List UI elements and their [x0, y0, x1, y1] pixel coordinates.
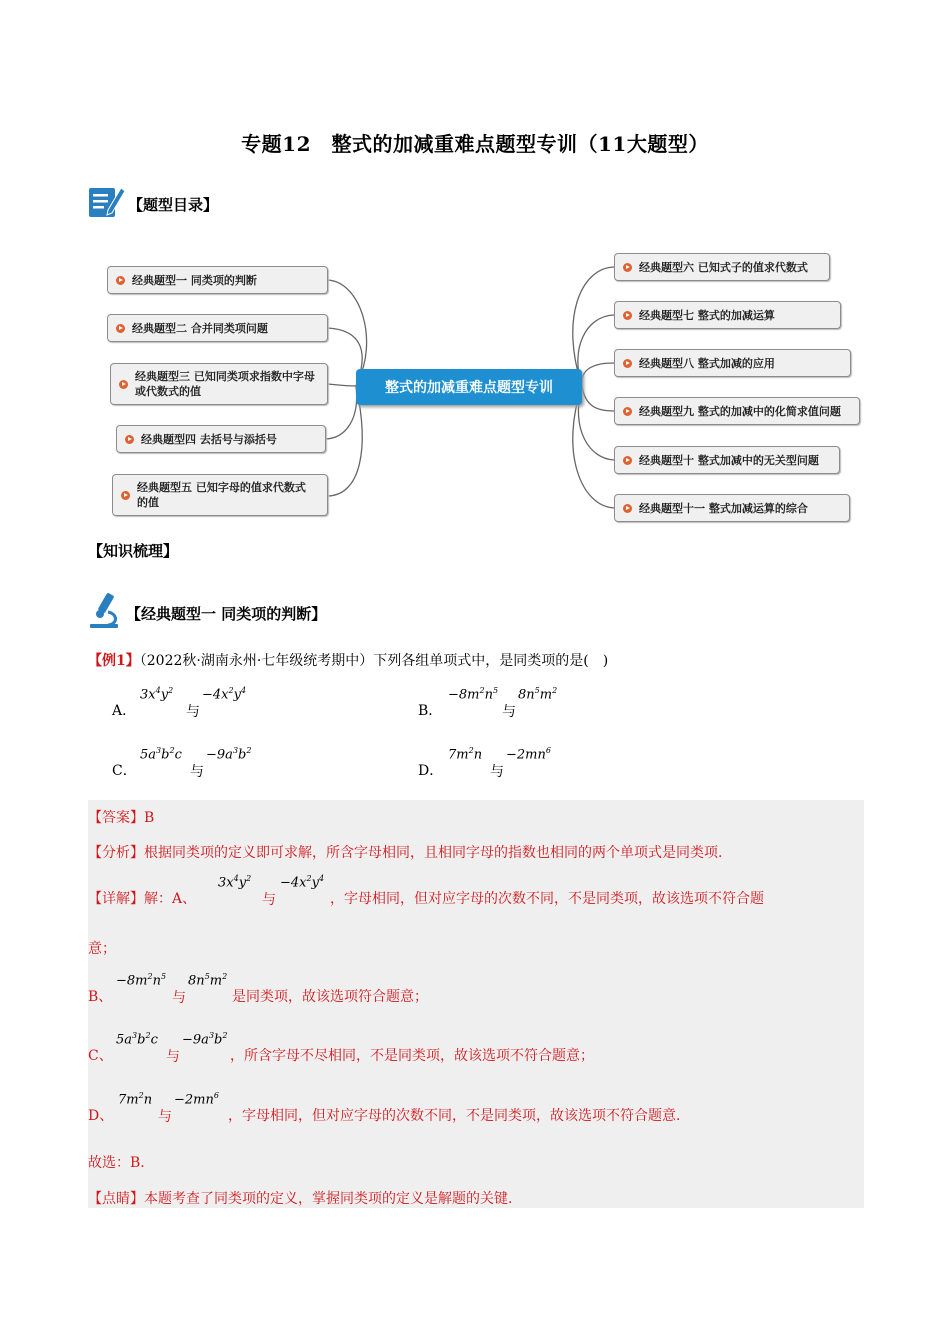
option-b-term1: $-8m^2n^5$ — [448, 686, 499, 703]
play-icon — [623, 504, 632, 513]
option-b-label: B． — [418, 703, 443, 719]
detail-a-line: 【详解】解：A、 — [88, 891, 197, 907]
microscope-icon — [86, 590, 124, 630]
page-title: 专题12 整式的加减重难点题型专训（11大题型） — [241, 132, 709, 156]
detail-b-term2: $8n^5m^2$ — [188, 972, 228, 989]
option-c-term2: $-9a^3b^2$ — [206, 746, 252, 763]
play-icon — [116, 276, 125, 285]
mindmap-node-right-9: 经典题型九 整式的加减中的化简求值问题 — [614, 397, 860, 425]
mindmap-node-right-11: 经典题型十一 整式加减运算的综合 — [614, 494, 850, 522]
knowledge-heading: 【知识梳理】 — [88, 542, 179, 560]
option-a-label: A． — [112, 703, 137, 719]
detail-c-term1: $5a^3b^2c$ — [116, 1031, 158, 1048]
detail-c-term2: $-9a^3b^2$ — [182, 1031, 228, 1048]
play-icon — [623, 359, 632, 368]
play-icon — [119, 380, 128, 389]
mindmap-node-left-2: 经典题型二 合并同类项问题 — [107, 314, 328, 342]
detail-a-term1: $3x^4y^2$ — [218, 874, 252, 891]
mindmap-center: 整式的加减重难点题型专训 — [356, 369, 582, 405]
option-b-with: 与 — [502, 704, 516, 720]
detail-a-term2: $-4x^2y^4$ — [280, 874, 325, 891]
play-icon — [116, 324, 125, 333]
option-a-term1: $3x^4y^2$ — [140, 686, 174, 703]
mindmap-node-left-5: 经典题型五 已知字母的值求代数式的值 — [112, 474, 328, 516]
mindmap-node-left-1: 经典题型一 同类项的判断 — [107, 266, 328, 294]
option-b-term2: $8n^5m^2$ — [518, 686, 558, 703]
detail-b-text: 是同类项，故该选项符合题意； — [232, 989, 428, 1005]
catalog-heading: 【题型目录】 — [128, 196, 219, 214]
mindmap-node-right-10: 经典题型十 整式加减中的无关型问题 — [614, 446, 840, 474]
detail-b-prefix: B、 — [88, 989, 113, 1005]
play-icon — [125, 435, 134, 444]
answer-line: 【答案】B — [88, 810, 155, 826]
example-question — [88, 650, 608, 670]
example-text: （2022秋·湖南永州·七年级统考期中）下列各组单项式中，是同类项的是( ) — [139, 653, 609, 669]
detail-a-cont: 意； — [88, 941, 116, 957]
play-icon — [121, 491, 130, 500]
mindmap-node-left-4: 经典题型四 去括号与添括号 — [116, 425, 326, 453]
detail-d-prefix: D、 — [88, 1108, 114, 1124]
detail-d-with: 与 — [158, 1109, 172, 1125]
detail-c-text: ，所含字母不尽相同，不是同类项，故该选项不符合题意； — [230, 1048, 594, 1064]
detail-a-with: 与 — [262, 892, 276, 908]
analysis-line: 【分析】根据同类项的定义即可求解，所含字母相同，且相同字母的指数也相同的两个单项式是同类项. — [88, 845, 723, 861]
option-d-with: 与 — [490, 764, 504, 780]
detail-b-term1: $-8m^2n^5$ — [116, 972, 167, 989]
option-a-term2: $-4x^2y^4$ — [202, 686, 247, 703]
choose-line: 故选：B. — [88, 1155, 145, 1171]
option-c-label: C． — [112, 763, 137, 779]
detail-c-with: 与 — [166, 1049, 180, 1065]
play-icon — [623, 311, 632, 320]
detail-d-text: ，字母相同，但对应字母的次数不同，不是同类项，故该选项不符合题意. — [228, 1108, 681, 1124]
type1-heading: 【经典题型一 同类项的判断】 — [126, 605, 327, 623]
option-d-term1: $7m^2n$ — [448, 746, 483, 763]
option-a-with: 与 — [186, 704, 200, 720]
option-c-term1: $5a^3b^2c$ — [140, 746, 182, 763]
comment-line: 【点睛】本题考查了同类项的定义，掌握同类项的定义是解题的关键. — [88, 1191, 513, 1207]
detail-d-term2: $-2mn^6$ — [174, 1091, 219, 1108]
detail-d-term1: $7m^2n$ — [118, 1091, 153, 1108]
play-icon — [623, 407, 632, 416]
notepad-pencil-icon — [88, 183, 126, 219]
example-label: 【例1】 — [88, 653, 140, 669]
detail-a-text: ，字母相同，但对应字母的次数不同，不是同类项，故该选项不符合题 — [330, 891, 764, 907]
mindmap-node-left-3: 经典题型三 已知同类项求指数中字母或代数式的值 — [110, 363, 328, 405]
play-icon — [623, 456, 632, 465]
play-icon — [623, 263, 632, 272]
option-d-term2: $-2mn^6$ — [506, 746, 551, 763]
mindmap-node-right-6: 经典题型六 已知式子的值求代数式 — [614, 253, 830, 281]
mindmap-node-right-7: 经典题型七 整式的加减运算 — [614, 301, 841, 329]
option-c-with: 与 — [190, 764, 204, 780]
detail-c-prefix: C、 — [88, 1048, 113, 1064]
detail-b-with: 与 — [172, 990, 186, 1006]
option-d-label: D． — [418, 763, 444, 779]
mindmap-node-right-8: 经典题型八 整式加减的应用 — [614, 349, 851, 377]
